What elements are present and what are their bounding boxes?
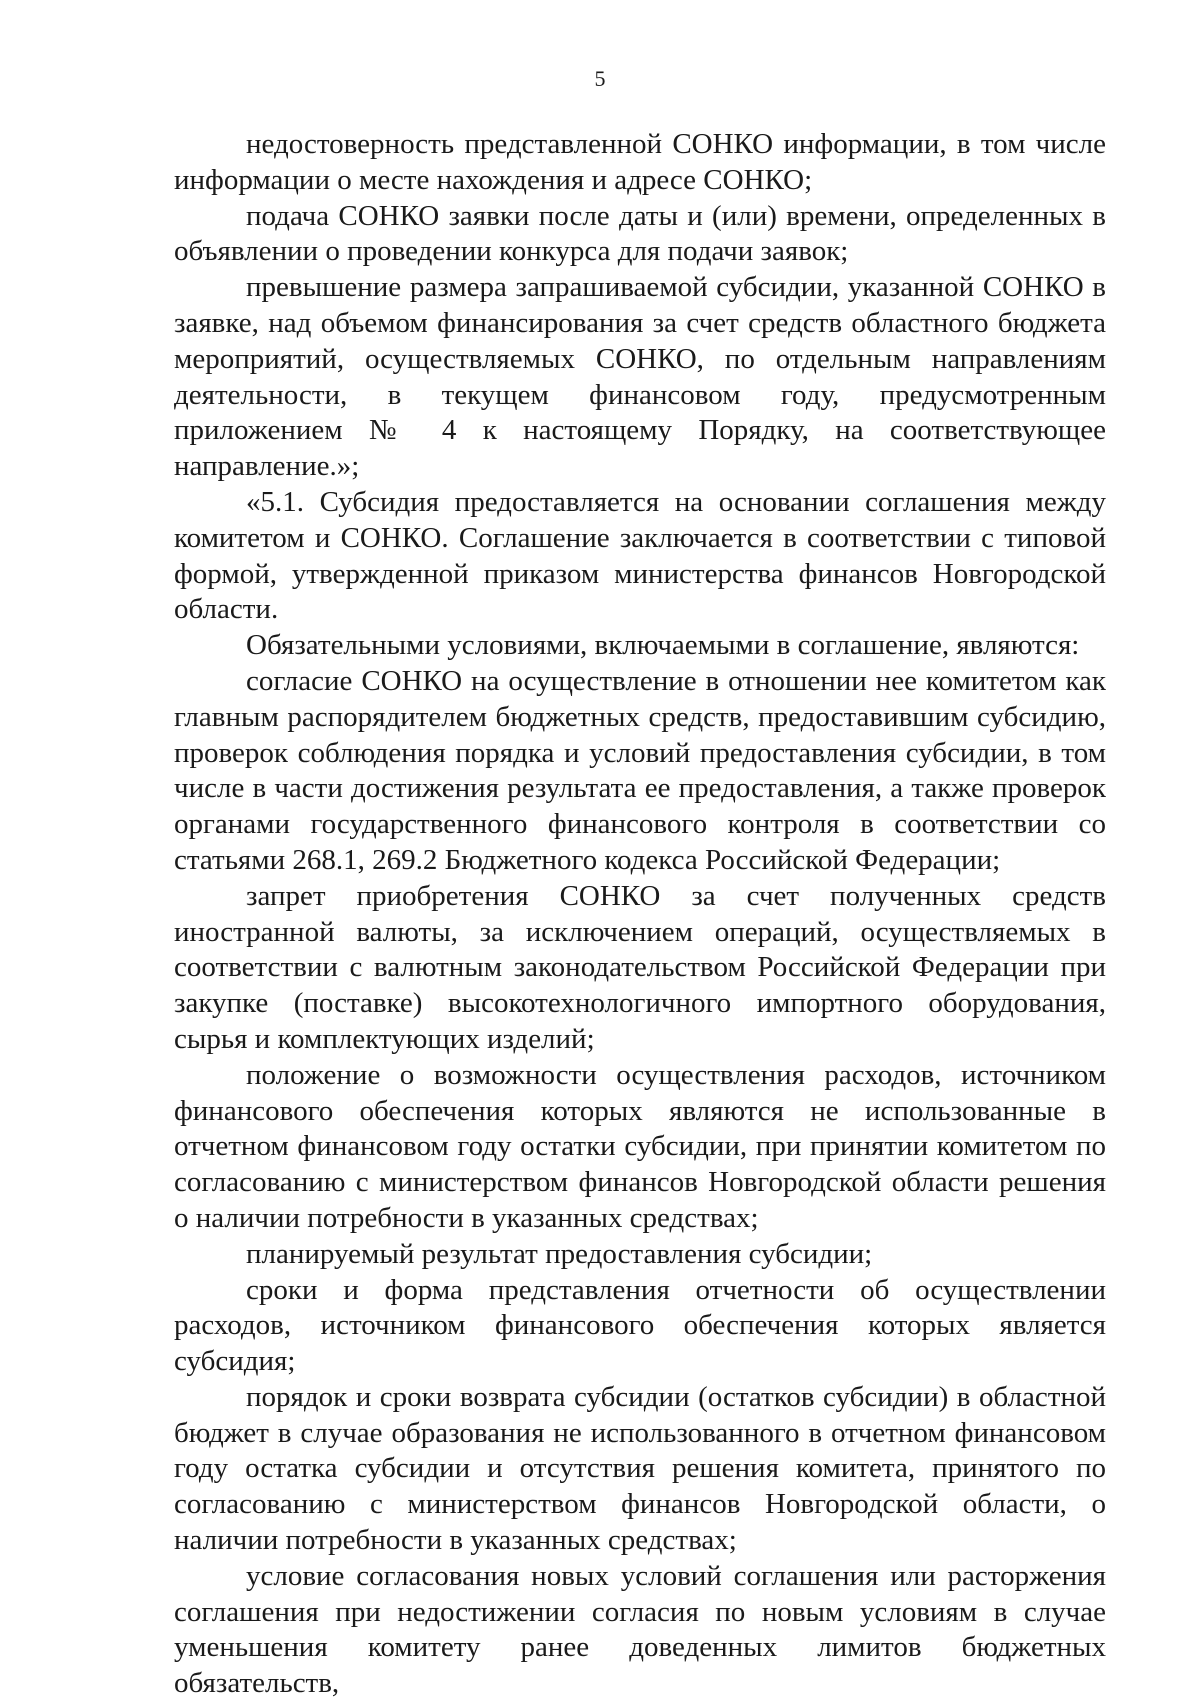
paragraph: сроки и форма представления отчетности об осуществлении расходов, источником финансового обеспечения которых является субсидия; (174, 1273, 1106, 1378)
page-number: 5 (594, 66, 606, 91)
paragraph: порядок и сроки возврата субсидии (остатков субсидии) в областной бюджет в случае образования не использованного в отчетном финансовом году остатка субсидии и отсутствия решения комитета, принятого по согласованию с министерством финансов Новгородской области, о наличии потребности в указанных средствах; (174, 1380, 1106, 1557)
paragraph: «5.1. Субсидия предоставляется на основании соглашения между комитетом и СОНКО. Соглашение заключается в соответствии с типовой формой, утвержденной приказом министерства финансов Новгородской области. (174, 485, 1106, 626)
paragraph: превышение размера запрашиваемой субсидии, указанной СОНКО в заявке, над объемом финансирования за счет средств областного бюджета мероприятий, осуществляемых СОНКО, по отдельным направлениям деятельности, в текущем финансовом году, предусмотренным приложением № 4 к настоящему Порядку, на соответствующее направление.»; (174, 271, 1106, 483)
document-body (174, 127, 1106, 1702)
paragraph: подача СОНКО заявки после даты и (или) времени, определенных в объявлении о проведении конкурса для подачи заявок; (174, 199, 1106, 268)
paragraph: планируемый результат предоставления субсидии; (246, 1237, 873, 1270)
paragraph: условие согласования новых условий соглашения или расторжения соглашения при недостижении согласия по новым условиям в случае уменьшения комитету ранее доведенных лимитов бюджетных обязательств, (174, 1559, 1106, 1700)
paragraph: согласие СОНКО на осуществление в отношении нее комитетом как главным распорядителем бюджетных средств, предоставившим субсидию, проверок соблюдения порядка и условий предоставления субсидии, в том числе в части достижения результата ее предоставления, а также проверок органами государственного финансового контроля в соответствии со статьями 268.1, 269.2 Бюджетного кодекса Российской Федерации; (174, 664, 1106, 876)
paragraph: Обязательными условиями, включаемыми в соглашение, являются: (246, 629, 1080, 662)
paragraph: запрет приобретения СОНКО за счет полученных средств иностранной валюты, за исключением операций, осуществляемых в соответствии с валютным законодательством Российской Федерации при закупке (поставке) высокотехнологичного импортного оборудования, сырья и комплектующих изделий; (174, 879, 1106, 1055)
paragraph: положение о возможности осуществления расходов, источником финансового обеспечения которых являются не использованные в отчетном финансовом году остатки субсидии, при принятии комитетом по согласованию с министерством финансов Новгородской области решения о наличии потребности в указанных средствах; (174, 1058, 1106, 1234)
paragraph: недостоверность представленной СОНКО информации, в том числе информации о месте нахождения и адресе СОНКО; (174, 128, 1106, 196)
